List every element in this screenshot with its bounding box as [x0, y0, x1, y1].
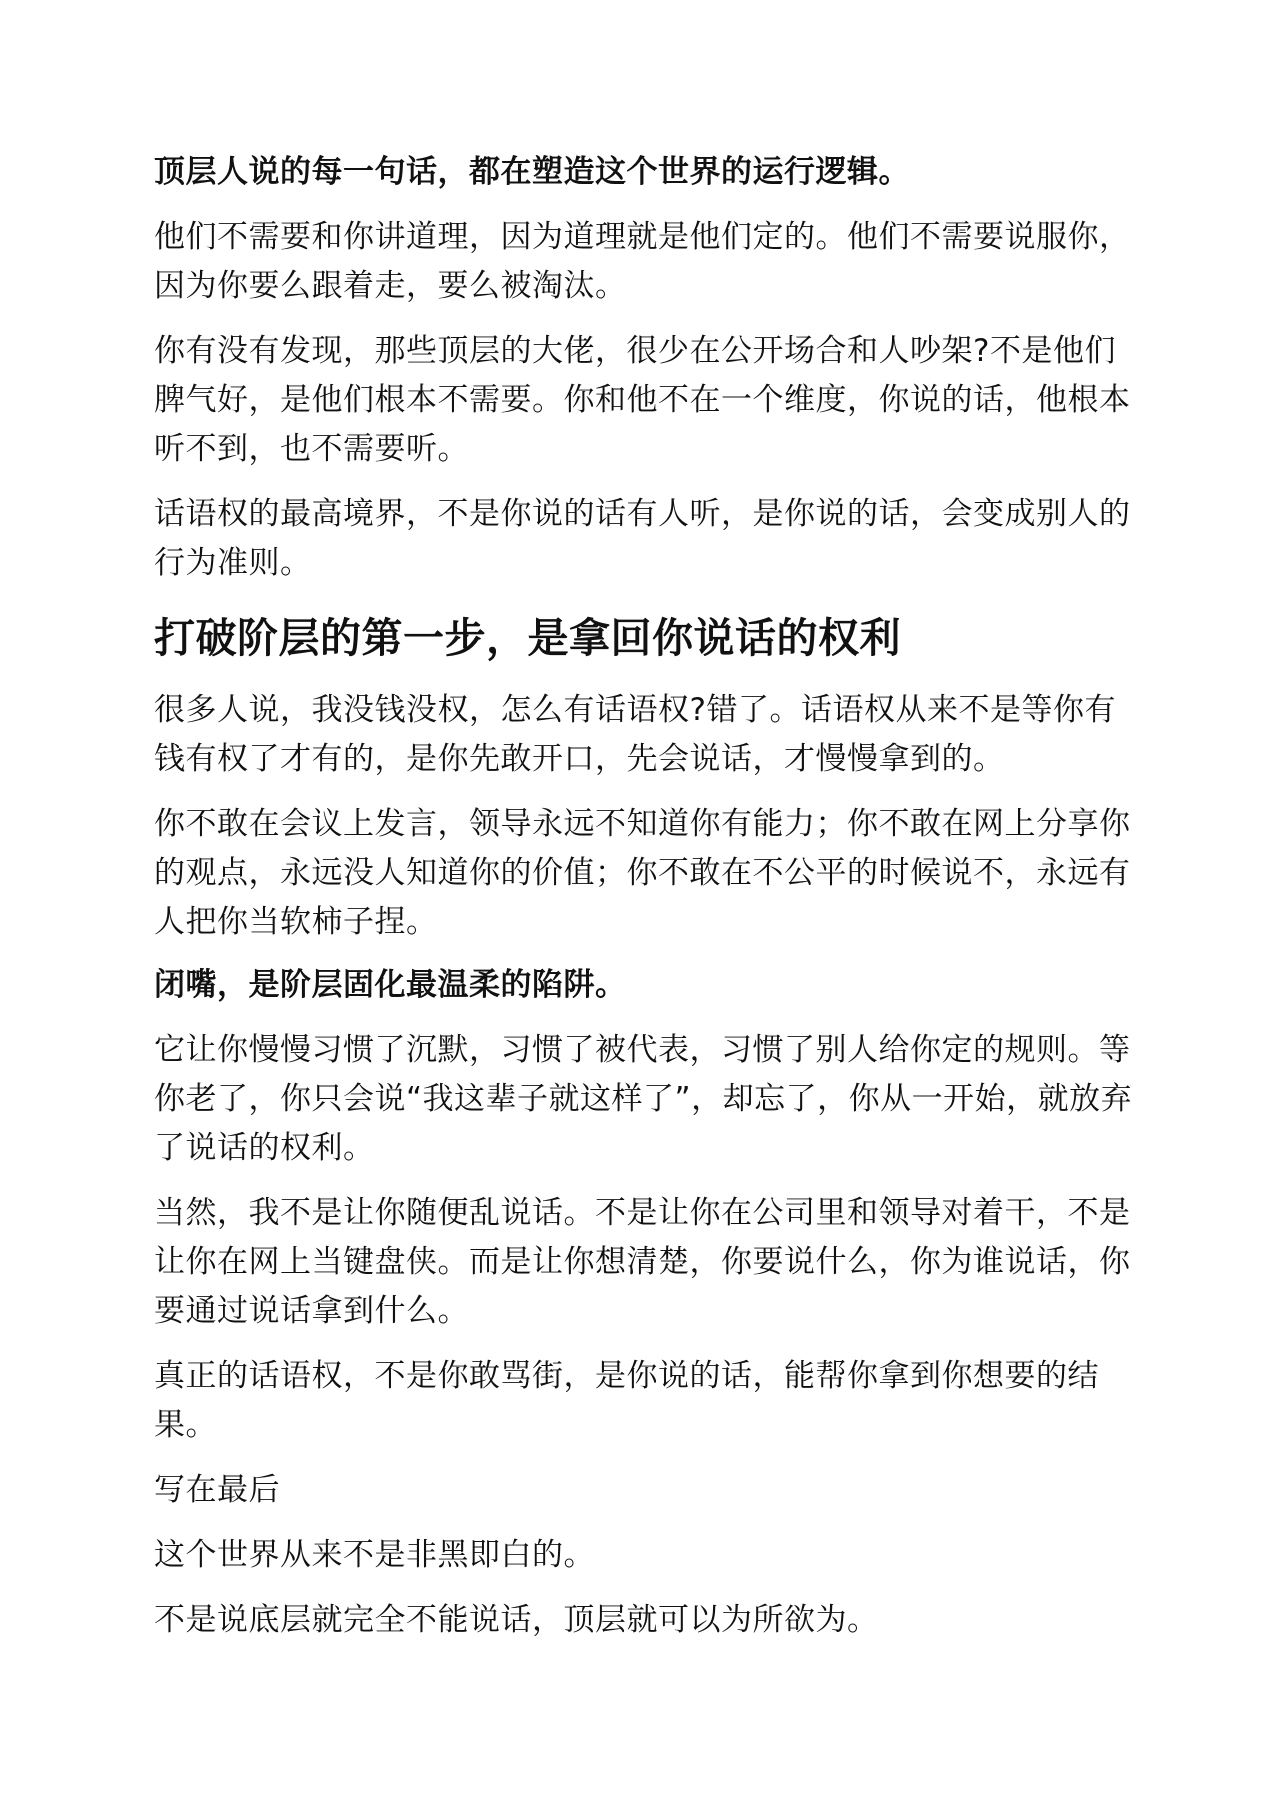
paragraph-not-black-white: 这个世界从来不是非黑即白的。: [154, 1537, 595, 1573]
paragraph-no-need-to-reason: 他们不需要和你讲道理，因为道理就是他们定的。他们不需要说服你，因为你要么跟着走，要么被淘汰。: [154, 219, 1131, 304]
paragraph-bottom-can-speak: 不是说底层就完全不能说话，顶层就可以为所欲为。: [154, 1602, 879, 1638]
bold-statement-top-speech: 顶层人说的每一句话，都在塑造这个世界的运行逻辑。: [154, 154, 910, 190]
paragraph-top-rarely-argue: 你有没有发现，那些顶层的大佬，很少在公开场合和人吵架?不是他们脾气好，是他们根本不需要。你和他不在一个维度，你说的话，他根本听不到，也不需要听。: [154, 333, 1131, 467]
paragraph-real-voice: 真正的话语权，不是你敢骂街，是你说的话，能帮你拿到你想要的结果。: [154, 1358, 1099, 1443]
bold-statement-silence-trap: 闭嘴，是阶层固化最温柔的陷阱。: [154, 967, 627, 1003]
paragraph-no-money-no-power: 很多人说，我没钱没权，怎么有话语权?错了。话语权从来不是等你有钱有权了才有的，是你先敢开口，先会说话，才慢慢拿到的。: [154, 692, 1116, 777]
paragraph-highest-realm: 话语权的最高境界，不是你说的话有人听，是你说的话，会变成别人的行为准则。: [154, 496, 1131, 581]
paragraph-used-to-silence: 它让你慢慢习惯了沉默，习惯了被代表，习惯了别人给你定的规则。等你老了，你只会说“我这辈子就这样了”，却忘了，你从一开始，就放弃了说话的权利。: [154, 1032, 1133, 1166]
paragraph-dare-not-speak: 你不敢在会议上发言，领导永远不知道你有能力；你不敢在网上分享你的观点，永远没人知道你的价值；你不敢在不公平的时候说不，永远有人把你当软柿子捏。: [154, 806, 1131, 940]
paragraph-not-random-talk: 当然，我不是让你随便乱说话。不是让你在公司里和领导对着干，不是让你在网上当键盘侠。而是让你想清楚，你要说什么，你为谁说话，你要通过说话拿到什么。: [154, 1195, 1131, 1329]
document-page: [154, 148, 1134, 1661]
subheading-final-words: 写在最后: [154, 1472, 280, 1508]
section-heading-break-class: 打破阶层的第一步，是拿回你说话的权利: [154, 614, 901, 662]
